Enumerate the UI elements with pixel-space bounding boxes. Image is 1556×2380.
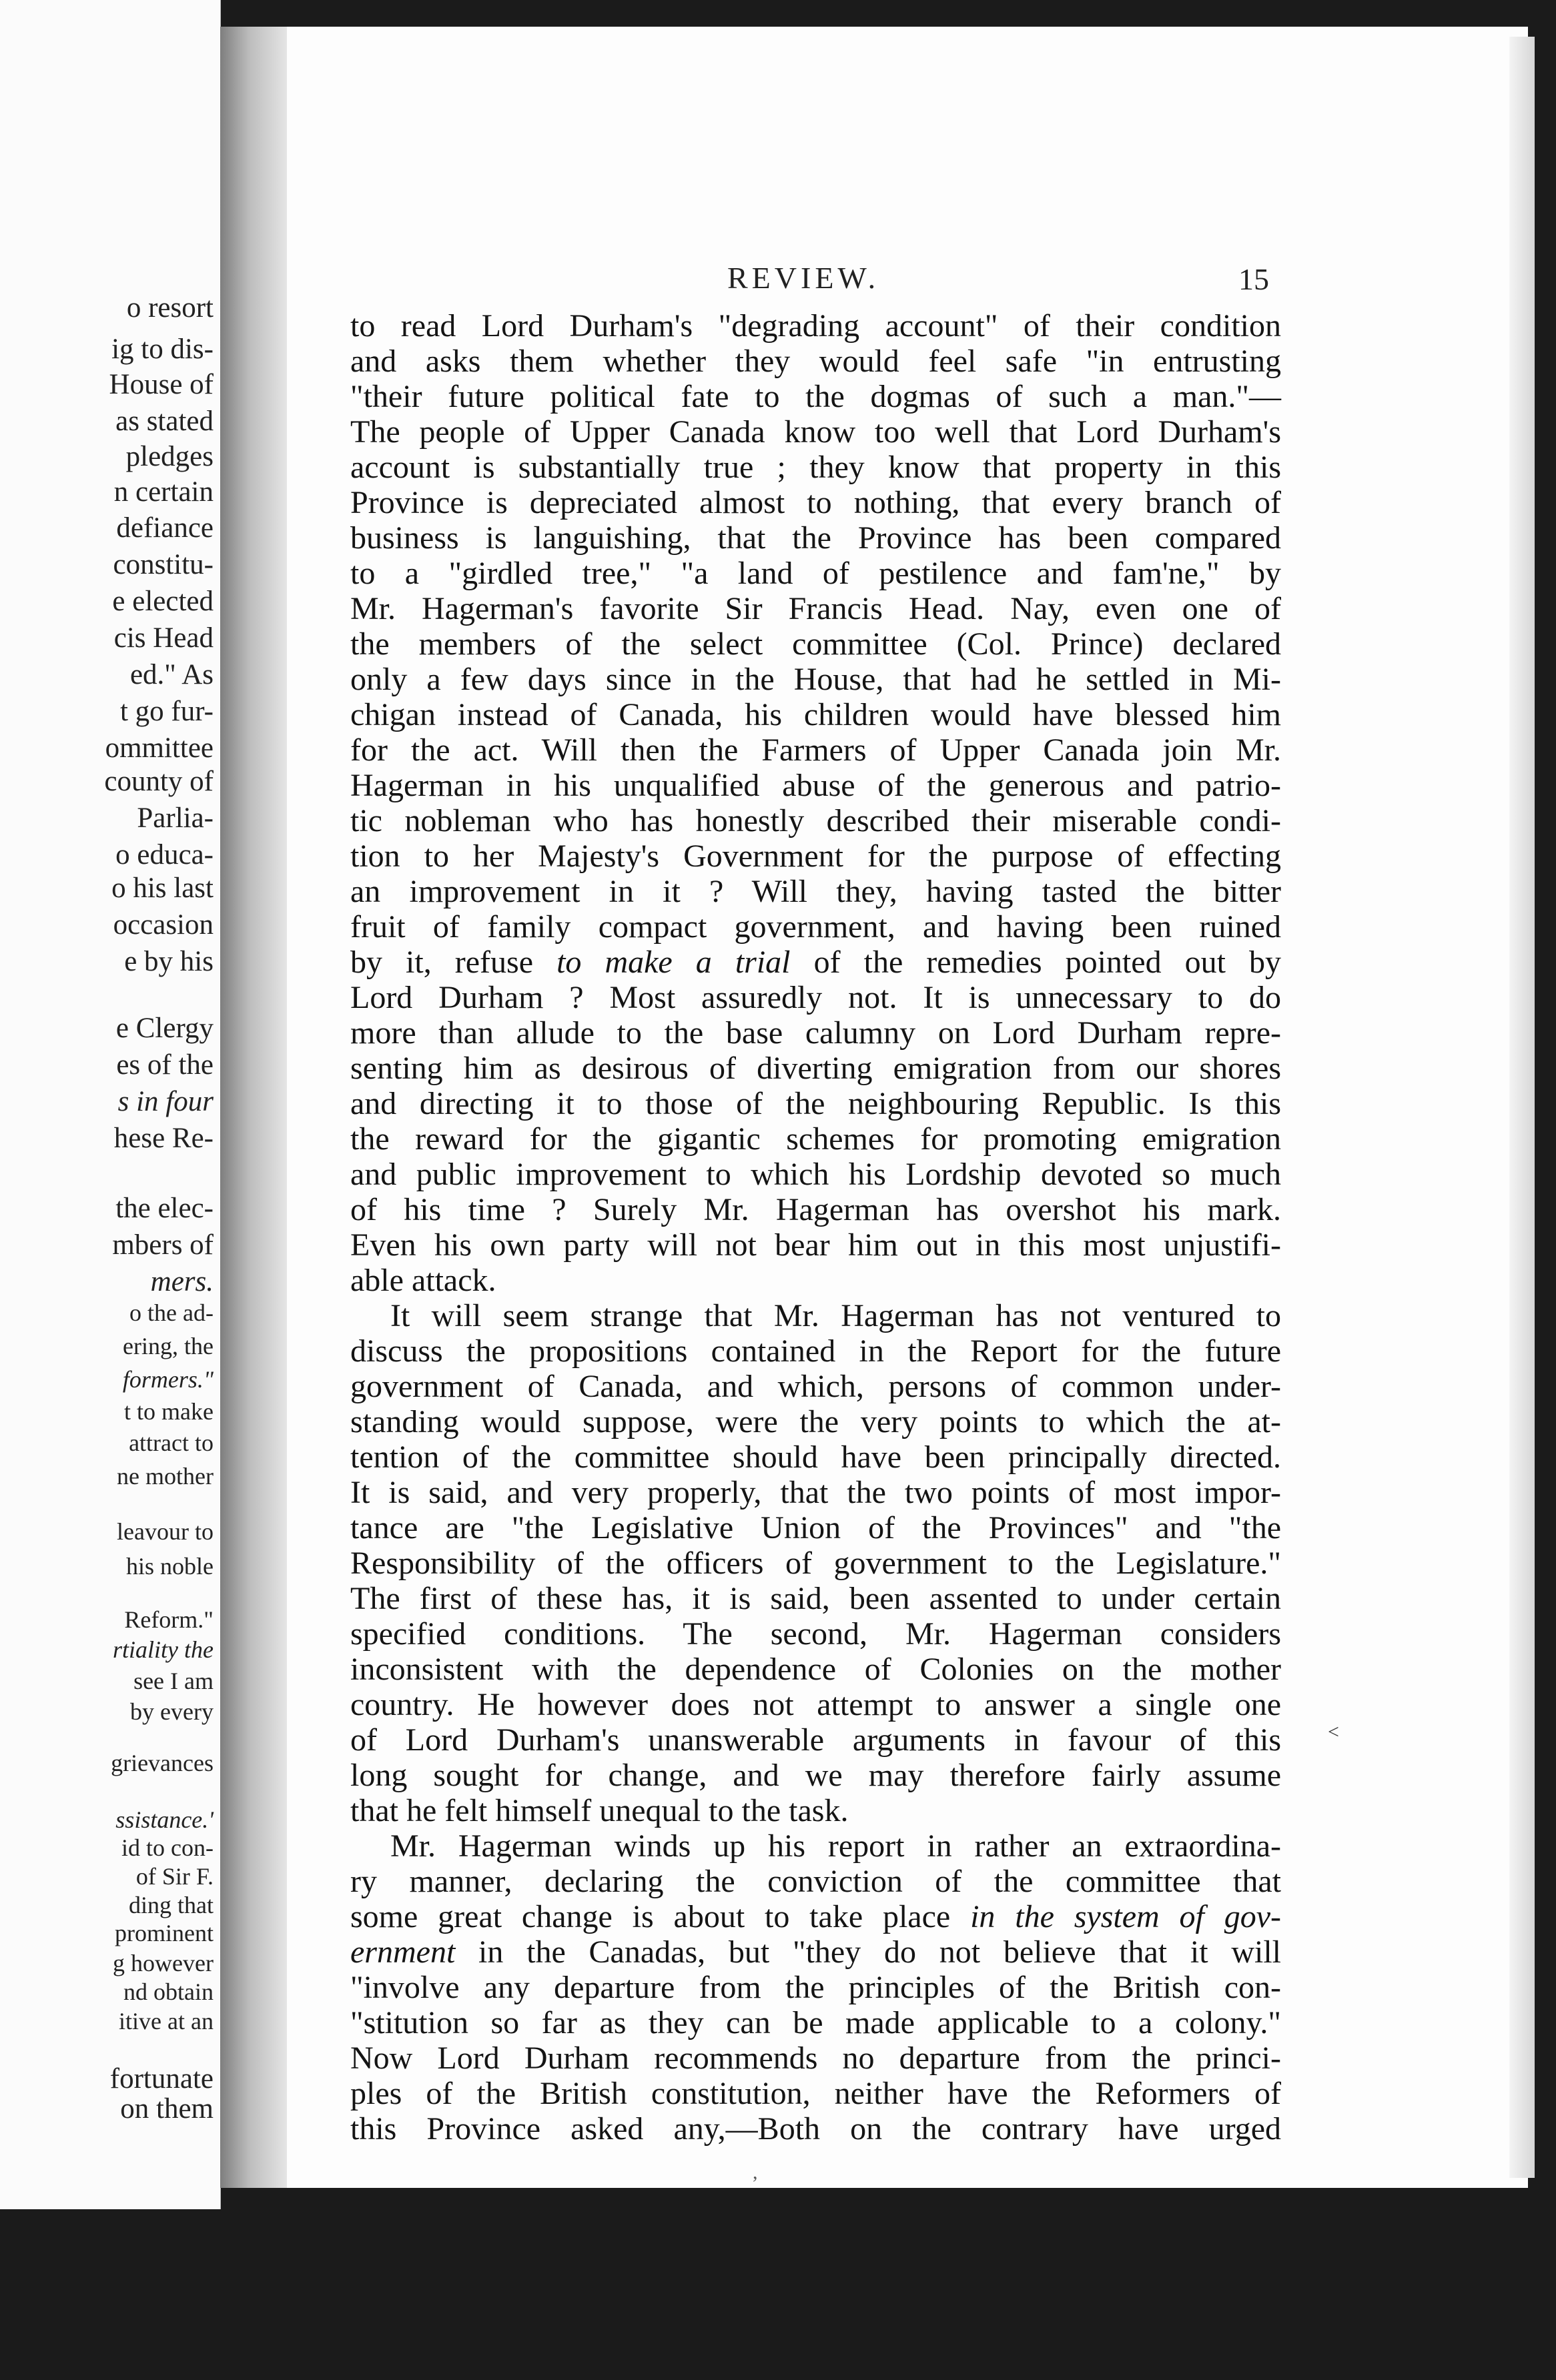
text-line: tion to her Majesty's Government for the purpose of effecting [350, 838, 1281, 874]
text-line: that he felt himself unequal to the task. [350, 1793, 849, 1828]
facing-page-line: ding that [129, 1892, 214, 1918]
gutter-shadow [220, 27, 294, 2188]
facing-page-line: defiance [116, 512, 214, 544]
facing-page-line: his noble [126, 1553, 214, 1580]
text-line: senting him as desirous of diverting emigration from our shores [350, 1051, 1281, 1086]
facing-page-line: pledges [125, 441, 214, 472]
text-line: government of Canada, and which, persons of common under- [350, 1369, 1281, 1404]
text-line: more than allude to the base calumny on Lord Durham repre- [350, 1015, 1281, 1051]
facing-page-line: ering, the [123, 1333, 214, 1359]
text-line: It is said, and very properly, that the two points of most impor- [350, 1475, 1281, 1510]
text-line: Mr. Hagerman's favorite Sir Francis Head. Nay, even one of [350, 591, 1281, 626]
facing-page-line: prominent [115, 1920, 214, 1946]
facing-page-line: constitu- [113, 549, 214, 580]
facing-page-line: e by his [124, 946, 214, 977]
facing-page-line: on them [120, 2093, 214, 2125]
body-text [350, 308, 1281, 2147]
text-line: specified conditions. The second, Mr. Hagerman considers [350, 1616, 1281, 1652]
facing-page-line: e elected [112, 586, 214, 617]
facing-page-line: by every [130, 1698, 214, 1725]
text-line: Now Lord Durham recommends no departure from the princi- [350, 2040, 1281, 2076]
facing-page-line: ssistance.' [115, 1806, 214, 1833]
running-head: REVIEW. [727, 261, 880, 295]
text-line: this Province asked any,—Both on the contrary have urged [350, 2111, 1281, 2147]
facing-page-line: hese Re- [113, 1123, 214, 1154]
facing-page-line: o educa- [115, 839, 214, 870]
facing-page-line: o his last [111, 872, 214, 904]
text-line: The first of these has, it is said, been assented to under certain [350, 1581, 1281, 1616]
text-line: for the act. Will then the Farmers of Upper Canada join Mr. [350, 732, 1281, 768]
text-line: ples of the British constitution, neither have the Reformers of [350, 2076, 1281, 2111]
text-line: able attack. [350, 1263, 496, 1298]
facing-page-line: mers. [150, 1266, 214, 1297]
text-line: some great change is about to take place in the system of gov- [350, 1899, 1281, 1934]
text-line: Province is depreciated almost to nothing, that every branch of [350, 485, 1281, 520]
text-line: "stitution so far as they can be made applicable to a colony." [350, 2005, 1281, 2040]
text-line: "their future political fate to the dogmas of such a man."— [350, 379, 1281, 414]
text-line: It will seem strange that Mr. Hagerman has not ventured to [390, 1298, 1281, 1333]
text-line: of Lord Durham's unanswerable arguments in favour of this [350, 1722, 1281, 1758]
text-line: to read Lord Durham's "degrading account" of their condition [350, 308, 1281, 344]
facing-page-line: House of [109, 369, 214, 400]
text-line: tance are "the Legislative Union of the Provinces" and "the [350, 1510, 1281, 1546]
text-line: discuss the propositions contained in the Report for the future [350, 1333, 1281, 1369]
facing-page-line: county of [104, 766, 214, 797]
text-line: "involve any departure from the principles of the British con- [350, 1970, 1281, 2005]
text-line: Lord Durham ? Most assuredly not. It is unnecessary to do [350, 980, 1281, 1015]
text-line: tention of the committee should have been principally directed. [350, 1439, 1281, 1475]
text-line: the members of the select committee (Col. Prince) declared [350, 626, 1281, 662]
text-line: Even his own party will not bear him out in this most unjustifi- [350, 1227, 1281, 1263]
facing-page-line: es of the [116, 1049, 214, 1081]
text-line: Hagerman in his unqualified abuse of the generous and patrio- [350, 768, 1281, 803]
facing-page-line: e Clergy [115, 1013, 214, 1044]
text-line: to a "girdled tree," "a land of pestilence and fam'ne," by [350, 556, 1281, 591]
facing-page-line: ig to dis- [111, 334, 214, 365]
text-line: by it, refuse to make a trial of the remedies pointed out by [350, 945, 1282, 980]
facing-page-line: itive at an [119, 2008, 214, 2034]
facing-page-line: g however [113, 1950, 214, 1976]
facing-page-line: grievances [111, 1750, 214, 1776]
facing-page-line: Reform." [124, 1606, 214, 1633]
text-line: country. He however does not attempt to answer a single one [350, 1687, 1281, 1722]
facing-page-line: mbers of [112, 1229, 214, 1261]
text-line: account is substantially true ; they know that property in this [350, 450, 1281, 485]
facing-page-line: occasion [113, 909, 214, 941]
facing-page-line: nd obtain [123, 1978, 214, 2005]
page-number: 15 [1238, 262, 1269, 296]
facing-page-line: see I am [133, 1668, 214, 1694]
facing-page-line: of Sir F. [135, 1863, 214, 1890]
facing-page-line: s in four [117, 1086, 214, 1117]
text-line: Mr. Hagerman winds up his report in rather an extraordina- [390, 1828, 1281, 1864]
text-line: standing would suppose, were the very points to which the at- [350, 1404, 1281, 1439]
facing-page-line: formers." [122, 1366, 214, 1393]
text-line: business is languishing, that the Province has been compared [350, 520, 1281, 556]
facing-page-line: ommittee [105, 732, 214, 764]
text-line: the reward for the gigantic schemes for promoting emigration [350, 1121, 1281, 1157]
facing-page-line: t go fur- [119, 696, 214, 727]
margin-speck: ˂ [1328, 1721, 1339, 1743]
facing-page-line: o the ad- [129, 1299, 214, 1326]
text-line: chigan instead of Canada, his children would have blessed him [350, 697, 1281, 732]
text-line: tic nobleman who has honestly described their miserable condi- [350, 803, 1281, 838]
text-line: and asks them whether they would feel safe "in entrusting [350, 344, 1281, 379]
text-line: only a few days since in the House, that had he settled in Mi- [350, 662, 1281, 697]
text-line: and directing it to those of the neighbouring Republic. Is this [350, 1086, 1281, 1121]
text-line: fruit of family compact government, and having been ruined [350, 909, 1281, 945]
facing-page-line: id to con- [121, 1834, 214, 1861]
facing-page-line: the elec- [115, 1193, 214, 1224]
bottom-speck: , [753, 2161, 758, 2183]
facing-page-line: ed." As [129, 659, 214, 690]
facing-page [0, 0, 221, 2209]
text-line: inconsistent with the dependence of Colonies on the mother [350, 1652, 1281, 1687]
facing-page-line: Parlia- [137, 802, 214, 834]
text-line: an improvement in it ? Will they, having tasted the bitter [350, 874, 1281, 909]
facing-page-line: t to make [124, 1398, 214, 1425]
facing-page-line: as stated [115, 406, 214, 437]
text-line: long sought for change, and we may therefore fairly assume [350, 1758, 1281, 1793]
facing-page-line: n certain [113, 476, 214, 508]
facing-page-line: leavour to [117, 1518, 214, 1545]
facing-page-line: cis Head [113, 622, 214, 654]
page-edge [1509, 37, 1535, 2178]
facing-page-line: attract to [129, 1429, 214, 1456]
facing-page-line: rtiality the [113, 1636, 214, 1663]
text-line: The people of Upper Canada know too well that Lord Durham's [350, 414, 1281, 450]
facing-page-line: fortunate [109, 2063, 214, 2095]
text-line: ernment in the Canadas, but "they do not believe that it will [350, 1934, 1281, 1970]
text-line: of his time ? Surely Mr. Hagerman has overshot his mark. [350, 1192, 1281, 1227]
text-line: ry manner, declaring the conviction of the committee that [350, 1864, 1281, 1899]
text-line: and public improvement to which his Lordship devoted so much [350, 1157, 1281, 1192]
facing-page-line: o resort [126, 292, 214, 324]
text-line: Responsibility of the officers of government to the Legislature." [350, 1546, 1281, 1581]
facing-page-line: ne mother [117, 1463, 214, 1490]
